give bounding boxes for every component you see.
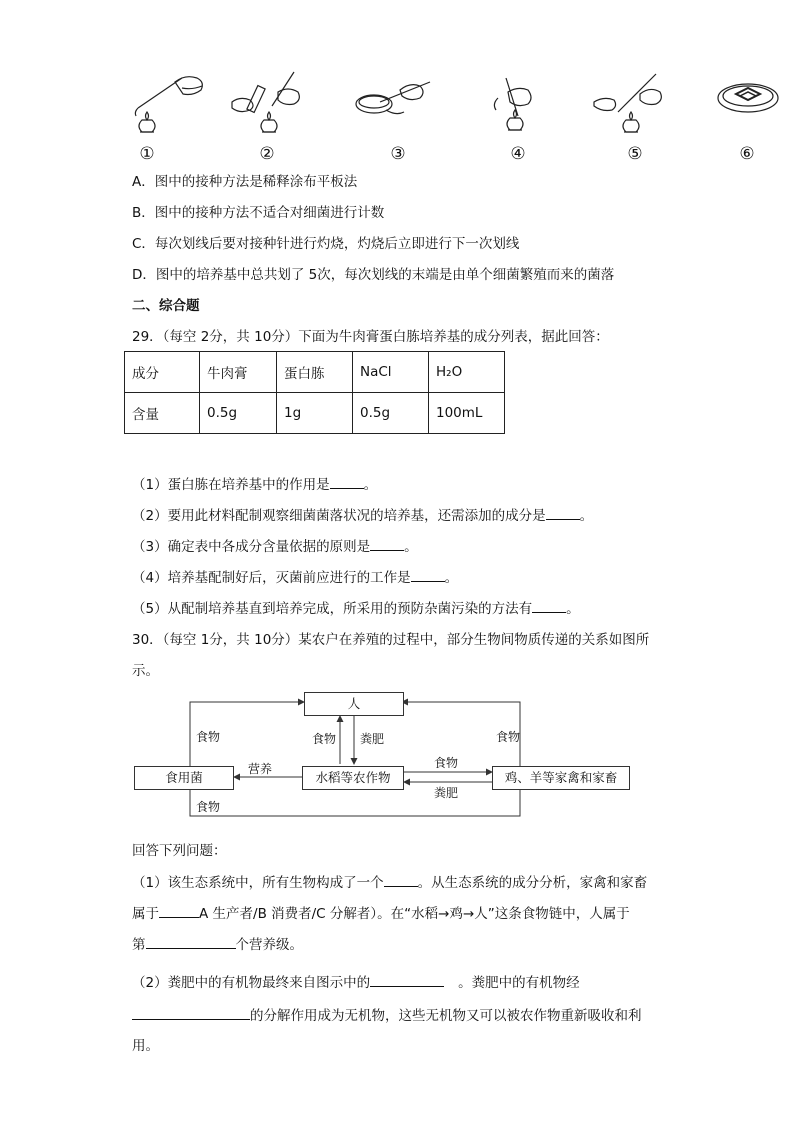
food-web-diagram [128, 688, 668, 828]
label-food-center: 食物 [312, 732, 337, 746]
label-manure-mid: 粪肥 [434, 786, 459, 800]
answer-blank[interactable] [370, 536, 404, 551]
answer-blank[interactable] [132, 1005, 250, 1020]
node-fungus: 食用菌 [134, 766, 234, 790]
figure-label-5: ⑤ [627, 144, 643, 164]
q30-prompt: 回答下列问题： [132, 843, 227, 859]
figure-label-3: ③ [390, 144, 406, 164]
option-b: B．图中的接种方法不适合对细菌进行计数 [132, 205, 385, 221]
table-cell: H₂O [429, 352, 505, 393]
table-cell: NaCl [353, 352, 429, 393]
q29-sub-2: （2）要用此材料配制观察细菌菌落状况的培养基，还需添加的成分是 。 [132, 505, 593, 526]
table-row [125, 352, 505, 393]
label-food-left: 食物 [196, 730, 221, 744]
node-livestock: 鸡、羊等家禽和家畜 [492, 766, 630, 790]
streak-plate-icon [350, 68, 440, 138]
figure-label-4: ④ [510, 144, 526, 164]
answer-blank[interactable] [330, 474, 364, 489]
answer-blank[interactable] [532, 598, 566, 613]
streaked-plate-icon [712, 68, 794, 138]
figure-label-2: ② [259, 144, 275, 164]
table-cell: 牛肉膏 [200, 352, 277, 393]
answer-blank[interactable] [146, 934, 236, 949]
composition-table [124, 351, 505, 434]
table-row [125, 393, 505, 434]
label-food-mid: 食物 [434, 756, 459, 770]
loop-flame-icon [478, 68, 568, 138]
q29-sub-3: （3）确定表中各成分含量依据的原则是 。 [132, 536, 418, 557]
q29-sub-4: （4）培养基配制好后，灭菌前应进行的工作是 。 [132, 567, 458, 588]
q30-sub-1-line2: 属于 A 生产者/B 消费者/C 分解者）。在“水稻→鸡→人”这条食物链中，人属于 [132, 903, 630, 924]
table-cell: 1g [277, 393, 353, 434]
q30-stem-line1: 30．（每空 1分，共 10分）某农户在养殖的过程中，部分生物间物质传递的关系如图所 [132, 632, 650, 648]
q30-sub-1-line1: （1）该生态系统中，所有生物构成了一个 。从生态系统的成分分析，家禽和家畜 [132, 872, 647, 893]
answer-blank[interactable] [384, 872, 418, 887]
q30-sub-1-line3: 第 个营养级。 [132, 934, 303, 955]
q30-stem-line2: 示。 [132, 663, 159, 679]
option-c: C．每次划线后要对接种针进行灼烧，灼烧后立即进行下一次划线 [132, 236, 520, 252]
option-d: D．图中的培养基中总共划了 5次，每次划线的末端是由单个细菌繁殖而来的菌落 [132, 267, 615, 283]
q30-sub-2-line3: 用。 [132, 1038, 159, 1054]
tube-transfer-icon [222, 68, 312, 138]
q29-sub-5: （5）从配制培养基直到培养完成，所采用的预防杂菌污染的方法有 。 [132, 598, 580, 619]
table-cell: 含量 [125, 393, 200, 434]
label-nutrition: 营养 [248, 762, 273, 776]
answer-blank[interactable] [370, 972, 444, 987]
figure-label-1: ① [139, 144, 155, 164]
sterilize-loop-flame-icon [120, 68, 210, 138]
node-crops: 水稻等农作物 [302, 766, 404, 790]
table-cell: 蛋白胨 [277, 352, 353, 393]
node-person: 人 [304, 692, 404, 716]
loop-cool-icon [590, 68, 680, 138]
q30-sub-2-line1: （2）粪肥中的有机物最终来自图示中的 。粪肥中的有机物经 [132, 972, 580, 993]
table-cell: 成分 [125, 352, 200, 393]
label-manure-center: 粪肥 [360, 732, 385, 746]
table-cell: 0.5g [200, 393, 277, 434]
table-cell: 0.5g [353, 393, 429, 434]
q29-sub-1: （1）蛋白胨在培养基中的作用是 。 [132, 474, 377, 495]
table-cell: 100mL [429, 393, 505, 434]
answer-blank[interactable] [546, 505, 580, 520]
label-food-right: 食物 [496, 730, 521, 744]
figure-label-6: ⑥ [739, 144, 755, 164]
option-a: A．图中的接种方法是稀释涂布平板法 [132, 174, 358, 190]
answer-blank[interactable] [411, 567, 445, 582]
label-food-bottom: 食物 [196, 800, 221, 814]
section-title: 二、综合题 [132, 298, 200, 314]
answer-blank[interactable] [159, 903, 199, 918]
q29-stem: 29．（每空 2分，共 10分）下面为牛肉膏蛋白胨培养基的成分列表，据此回答： [132, 329, 609, 345]
q30-sub-2-line2: 的分解作用成为无机物，这些无机物又可以被农作物重新吸收和利 [132, 1005, 642, 1026]
